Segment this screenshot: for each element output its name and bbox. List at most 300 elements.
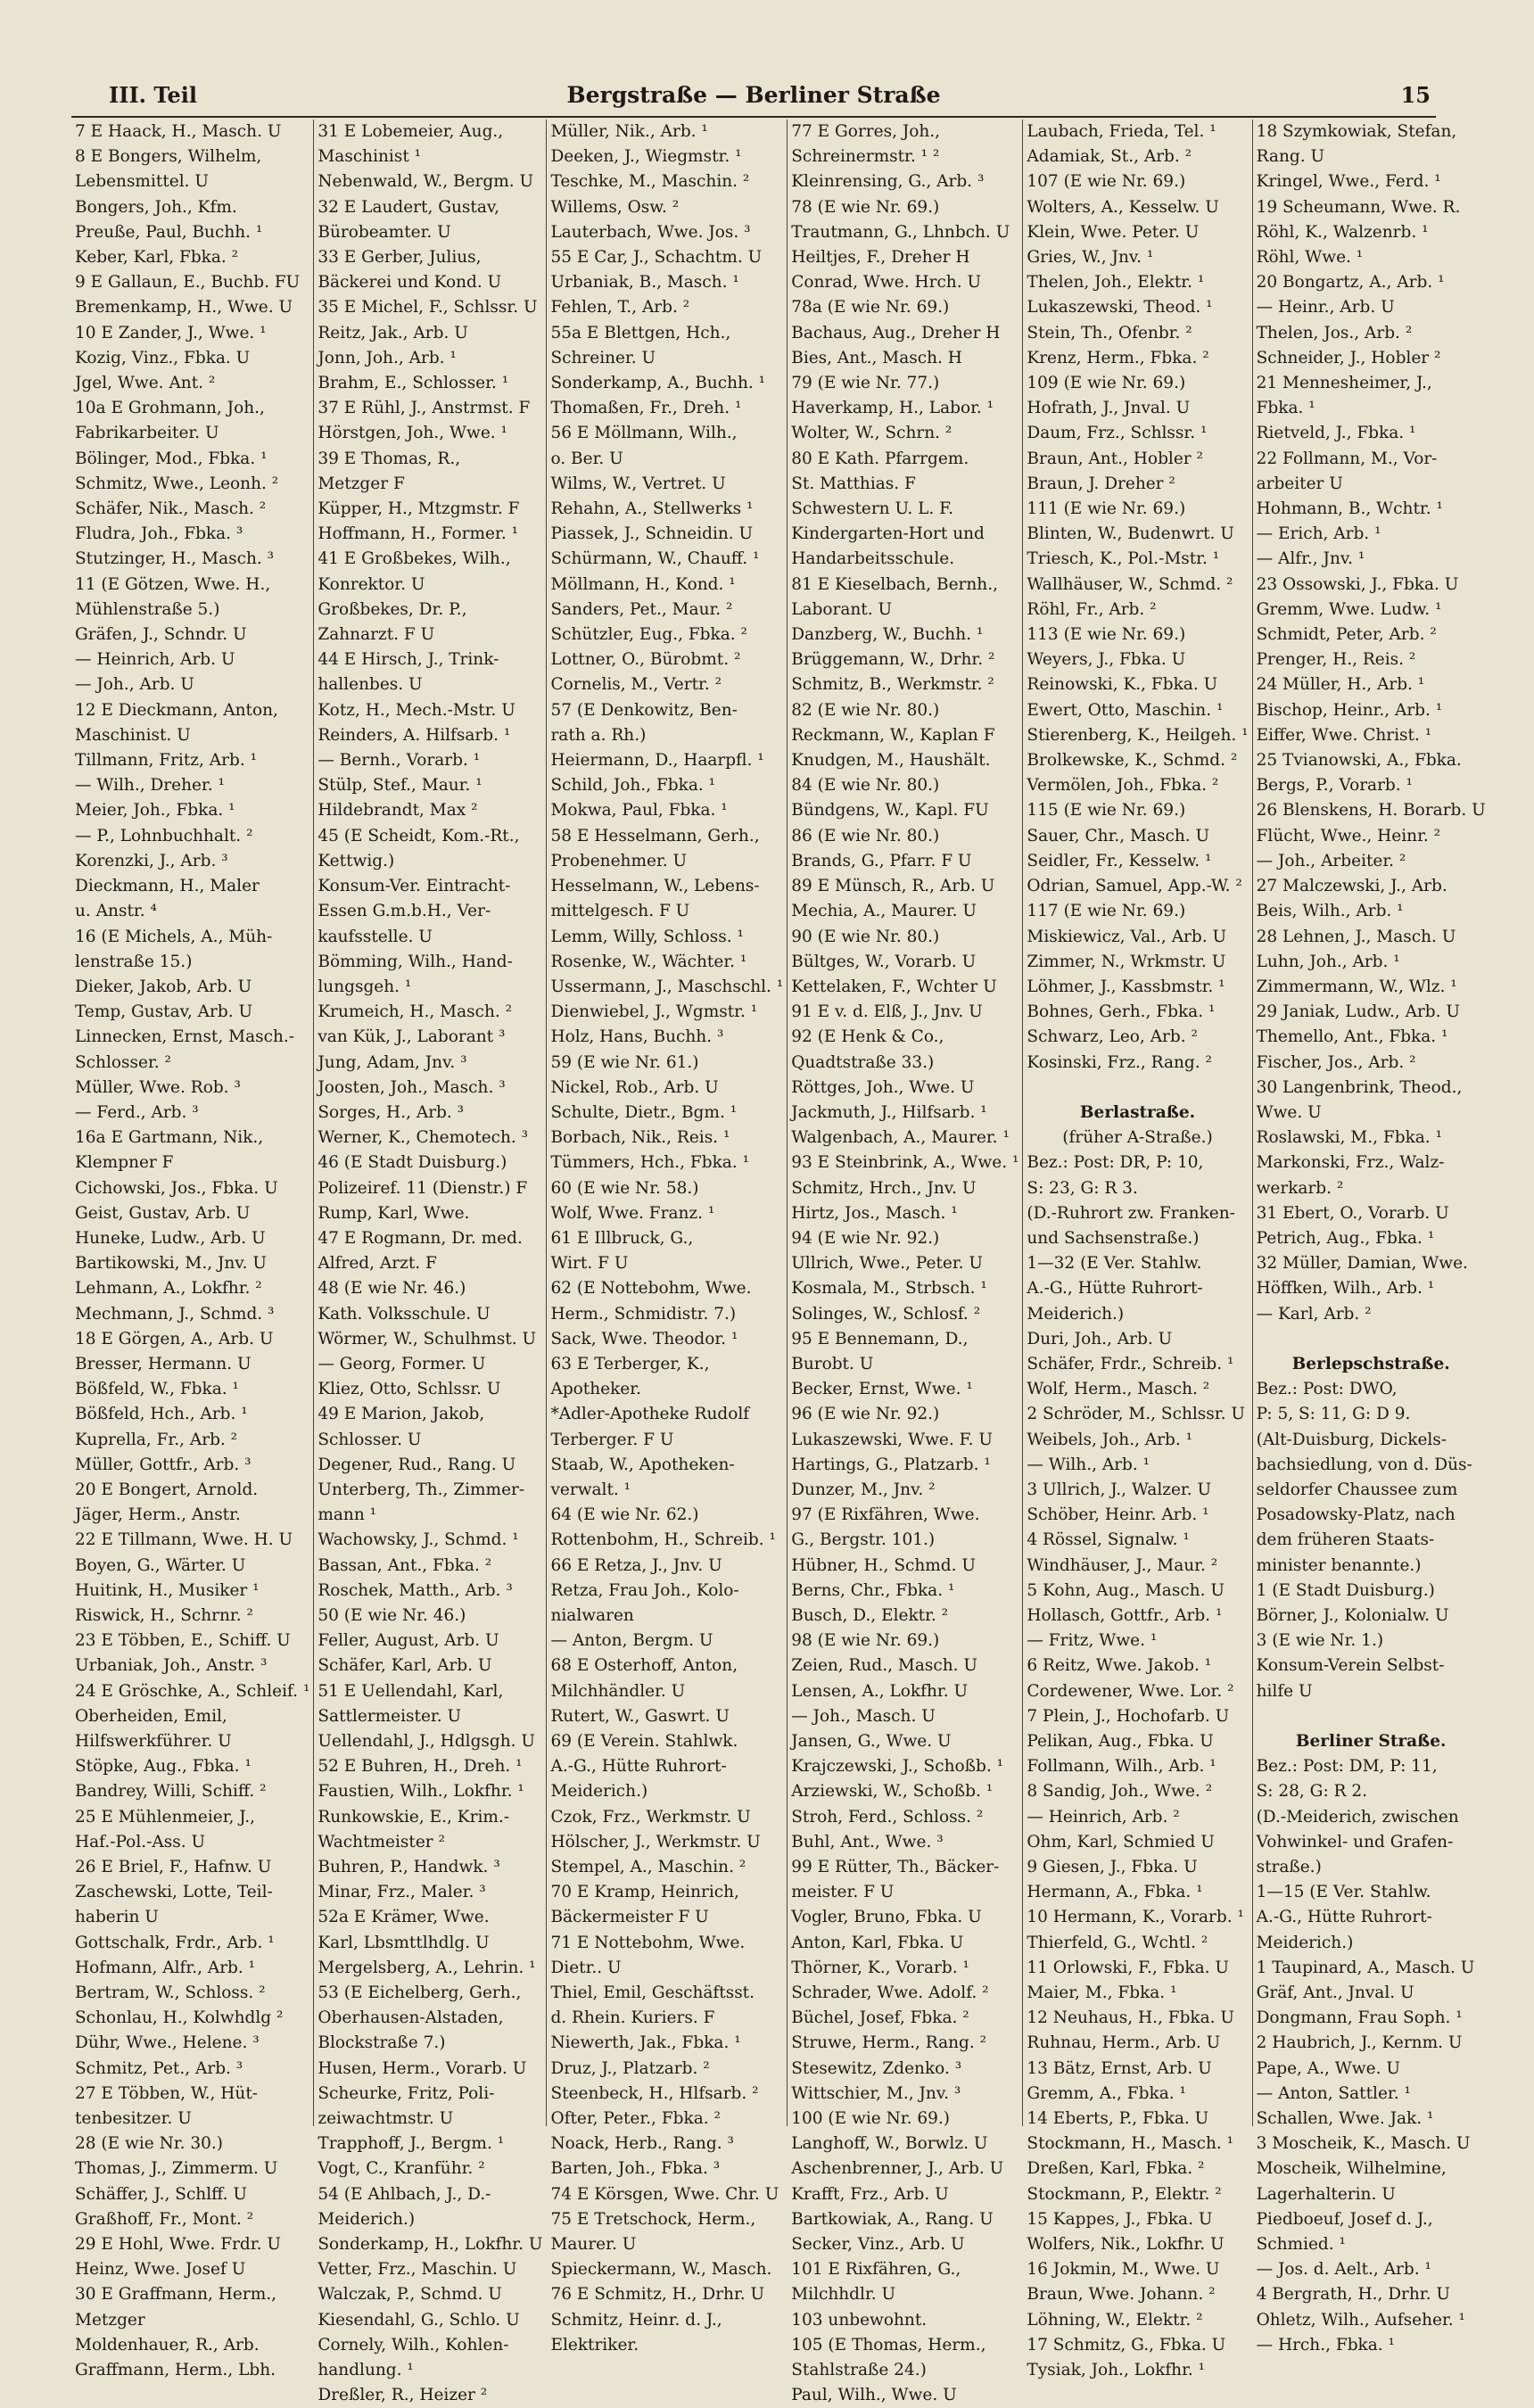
directory-entry-line: — Anton, Bergm. U <box>550 1631 713 1651</box>
directory-entry-line: 30 E Graffmann, Herm., <box>75 2285 276 2305</box>
directory-entry-line: 7 E Haack, H., Masch. U <box>75 122 282 141</box>
directory-entry-line: Schäfer, Nik., Masch. ² <box>75 499 267 519</box>
directory-entry-line: 28 (E wie Nr. 30.) <box>75 2134 224 2154</box>
directory-entry-line: 78 (E wie Nr. 69.) <box>791 197 940 217</box>
directory-entry-line: 2 Haubrich, J., Kernm. U <box>1256 2033 1463 2053</box>
directory-entry-line: Sorges, H., Arb. ³ <box>318 1102 465 1122</box>
directory-entry-line: Degener, Rud., Rang. U <box>318 1455 516 1474</box>
directory-entry-line: Bäckerei und Kond. U <box>318 273 502 293</box>
directory-entry-line: 101 E Rixfähren, G., <box>791 2260 961 2280</box>
directory-entry-line: Werner, K., Chemotech. ³ <box>318 1128 529 1148</box>
directory-entry-line: Posadowsky-Platz, nach <box>1256 1505 1456 1525</box>
directory-entry-line: Kleinrensing, G., Arb. ³ <box>791 172 985 192</box>
directory-entry-line: Röhl, Wwe. ¹ <box>1256 248 1364 268</box>
directory-entry-line: 49 E Marion, Jakob, <box>318 1405 485 1424</box>
directory-entry-line: Wolter, W., Schrn. ² <box>791 424 953 443</box>
directory-entry-line: Schneider, J., Hobler ² <box>1256 348 1441 367</box>
directory-entry-line: 10a E Grohmann, Joh., <box>75 399 265 418</box>
directory-entry-line: Schreinermstr. ¹ ² <box>791 147 940 167</box>
directory-entry-line: 64 (E wie Nr. 62.) <box>550 1505 699 1525</box>
directory-entry-line: Stroh, Ferd., Schloss. ² <box>791 1807 984 1827</box>
directory-entry-line: Dreßler, R., Heizer ² <box>318 2386 488 2405</box>
directory-entry-line: Dieckmann, H., Maler <box>75 877 260 896</box>
directory-entry-line: Kindergarten-Hort und <box>791 524 985 544</box>
directory-entry-line: Weyers, J., Fbka. U <box>1027 650 1186 670</box>
directory-entry-line: Großbekes, Dr. P., <box>318 599 467 619</box>
directory-entry-line: Schmidt, Peter, Arb. ² <box>1256 625 1437 645</box>
directory-entry-line: 48 (E wie Nr. 46.) <box>318 1279 466 1299</box>
directory-entry-line: minister benannte.) <box>1256 1555 1422 1575</box>
directory-entry-line: Bartikowski, M., Jnv. U <box>75 1254 267 1274</box>
directory-entry-line: Bischop, Heinr., Arb. ¹ <box>1256 700 1443 720</box>
directory-entry-line: Dongmann, Frau Soph. ¹ <box>1256 2008 1463 2028</box>
directory-entry-line: Stülp, Stef., Maur. ¹ <box>318 776 482 796</box>
street-heading: Berliner Straße. <box>1295 1732 1447 1751</box>
directory-entry-line: Jackmuth, J., Hilfsarb. ¹ <box>791 1102 987 1122</box>
directory-entry-line: Höffken, Wilh., Arb. ¹ <box>1256 1279 1435 1299</box>
directory-entry-line: 96 (E wie Nr. 92.) <box>791 1405 940 1424</box>
directory-entry-line: 80 E Kath. Pfarrgem. <box>791 449 969 468</box>
directory-entry-line: Hesselmann, W., Lebens- <box>550 877 760 896</box>
directory-entry-line: 52 E Buhren, H., Dreh. ¹ <box>318 1757 523 1777</box>
directory-entry-line: Gries, W., Jnv. ¹ <box>1027 248 1154 268</box>
directory-entry-line: 76 E Schmitz, H., Drhr. U <box>550 2285 765 2305</box>
directory-entry-line: Tümmers, Hch., Fbka. ¹ <box>550 1153 749 1173</box>
directory-entry-line: Markonski, Frz., Walz- <box>1256 1153 1445 1173</box>
directory-entry-line: arbeiter U <box>1256 474 1343 493</box>
directory-entry-line: Haverkamp, H., Labor. ¹ <box>791 399 994 418</box>
directory-entry-line: Cichowski, Jos., Fbka. U <box>75 1178 278 1198</box>
directory-entry-line: Huitink, H., Musiker ¹ <box>75 1580 260 1600</box>
directory-entry-line: Röhl, Fr., Arb. ² <box>1027 599 1157 619</box>
directory-entry-line: Kuprella, Fr., Arb. ² <box>75 1430 238 1449</box>
directory-entry-line: Thomas, J., Zimmerm. U <box>75 2159 278 2179</box>
directory-entry-line: 77 E Gorres, Joh., <box>791 122 941 141</box>
directory-entry-line: Keber, Karl, Fbka. ² <box>75 248 239 268</box>
directory-entry-line: Temp, Gustav, Arb. U <box>75 1002 253 1022</box>
directory-entry-line: seldorfer Chaussee zum <box>1256 1480 1458 1499</box>
directory-entry-line: Stesewitz, Zdenko. ³ <box>791 2058 962 2078</box>
directory-entry-line: 15 Kappes, J., Fbka. U <box>1027 2209 1213 2229</box>
directory-entry-line: Lensen, A., Lokfhr. U <box>791 1681 969 1701</box>
directory-entry-line: Paul, Wilh., Wwe. U <box>791 2386 957 2405</box>
directory-entry-line: 3 Moscheik, K., Masch. U <box>1256 2134 1471 2154</box>
directory-entry-line: 62 (E Nottebohm, Wwe. <box>550 1279 752 1299</box>
directory-entry-line: Rosenke, W., Wächter. ¹ <box>550 952 747 971</box>
directory-entry-line: S: 28, G: R 2. <box>1256 1782 1368 1802</box>
directory-entry-line: Hirtz, Jos., Masch. ¹ <box>791 1203 958 1223</box>
directory-entry-line: 4 Bergrath, H., Drhr. U <box>1256 2285 1450 2305</box>
directory-entry-line: Huneke, Ludw., Arb. U <box>75 1228 266 1248</box>
directory-entry-line: Bartkowiak, A., Rang. U <box>791 2209 994 2229</box>
directory-column <box>1022 120 1251 2380</box>
directory-entry-line: Themello, Ant., Fbka. ¹ <box>1256 1027 1448 1047</box>
directory-entry-line: Laubach, Frieda, Tel. ¹ <box>1027 122 1216 141</box>
directory-entry-line: Müller, Wwe. Rob. ³ <box>75 1077 241 1097</box>
directory-entry-line: Uellendahl, J., Hdlgsgh. U <box>318 1732 536 1751</box>
directory-entry-line: A.-G., Hütte Ruhrort- <box>1027 1279 1203 1299</box>
directory-entry-line: Holz, Hans, Buchh. ³ <box>550 1027 724 1047</box>
directory-entry-line: Braun, J. Dreher ² <box>1027 474 1175 493</box>
directory-entry-line: Struwe, Herm., Rang. ² <box>791 2033 987 2053</box>
directory-entry-line: — Joh., Masch. U <box>791 1706 936 1726</box>
directory-entry-line: Luhn, Joh., Arb. ¹ <box>1256 952 1400 971</box>
directory-entry-line: Müller, Nik., Arb. ¹ <box>550 122 708 141</box>
directory-entry-line: 2 Schröder, M., Schlssr. U <box>1027 1405 1245 1424</box>
directory-entry-line: 56 E Möllmann, Wilh., <box>550 424 738 443</box>
directory-entry-line: Maschinist ¹ <box>318 147 422 167</box>
directory-entry-line: Kotz, H., Mech.-Mstr. U <box>318 700 515 720</box>
directory-entry-line: Bürobeamter. U <box>318 222 451 242</box>
directory-entry-line: Meiderich.) <box>550 1782 648 1802</box>
directory-entry-line: Tysiak, Joh., Lokfhr. ¹ <box>1027 2361 1206 2380</box>
directory-entry-line: Lebensmittel. U <box>75 172 209 192</box>
directory-entry-line: Bachaus, Aug., Dreher H <box>791 323 1001 342</box>
directory-entry-line: Milchhändler. U <box>550 1681 686 1701</box>
directory-entry-line: — Wilh., Dreher. ¹ <box>75 776 225 796</box>
directory-entry-line: Cornely, Wilh., Kohlen- <box>318 2335 509 2354</box>
directory-entry-line: 70 E Kramp, Heinrich, <box>550 1883 739 1902</box>
directory-entry-line: 59 (E wie Nr. 61.) <box>550 1052 699 1072</box>
directory-entry-line: 111 (E wie Nr. 69.) <box>1027 499 1186 519</box>
directory-entry-line: 71 E Nottebohm, Wwe. <box>550 1933 746 1952</box>
directory-entry-line: Eiffer, Wwe. Christ. ¹ <box>1256 725 1432 745</box>
directory-entry-line: Röttges, Joh., Wwe. U <box>791 1077 975 1097</box>
directory-entry-line: rath a. Rh.) <box>550 725 647 745</box>
directory-entry-line: 27 E Többen, W., Hüt- <box>75 2083 259 2103</box>
directory-entry-line: 107 (E wie Nr. 69.) <box>1027 172 1186 192</box>
directory-entry-line: Schürmann, W., Chauff. ¹ <box>550 549 760 569</box>
directory-entry-line: Anton, Karl, Fbka. U <box>791 1933 964 1952</box>
directory-entry-line: Bößfeld, W., Fbka. ¹ <box>75 1380 239 1399</box>
directory-entry-line: Thelen, Jos., Arb. ² <box>1256 323 1413 342</box>
directory-entry-line: 3 (E wie Nr. 1.) <box>1256 1631 1384 1651</box>
directory-entry-line: — Bernh., Vorarb. ¹ <box>318 751 481 771</box>
directory-entry-line: Essen G.m.b.H., Ver- <box>318 902 491 921</box>
directory-entry-line: hallenbes. U <box>318 675 423 695</box>
directory-entry-line: Küpper, H., Mtzgmstr. F <box>318 499 520 519</box>
directory-entry-line: Stierenberg, K., Heilgeh. ¹ <box>1027 725 1249 745</box>
directory-entry-line: 33 E Gerber, Julius, <box>318 248 482 268</box>
directory-entry-line: 58 E Hesselmann, Gerh., <box>550 826 760 845</box>
directory-entry-line: Haf.-Pol.-Ass. U <box>75 1832 206 1851</box>
directory-entry-line: Pelikan, Aug., Fbka. U <box>1027 1732 1214 1751</box>
directory-entry-line: Piassek, J., Schneidin. U <box>550 524 754 544</box>
directory-entry-line: 10 E Zander, J., Wwe. ¹ <box>75 323 267 342</box>
directory-entry-line: Dieker, Jakob, Arb. U <box>75 977 252 996</box>
directory-entry-line: Sack, Wwe. Theodor. ¹ <box>550 1329 738 1348</box>
directory-entry-line: Oberhausen-Alstaden, <box>318 2008 504 2028</box>
directory-entry-line: Langhoff, W., Borwlz. U <box>791 2134 988 2154</box>
directory-entry-line: 35 E Michel, F., Schlssr. U <box>318 298 538 317</box>
directory-entry-line: 84 (E wie Nr. 80.) <box>791 776 940 796</box>
directory-entry-line: Miskiewicz, Val., Arb. U <box>1027 927 1227 946</box>
directory-entry-line: Kosmala, M., Strbsch. ¹ <box>791 1279 987 1299</box>
directory-entry-line: 20 Bongartz, A., Arb. ¹ <box>1256 273 1445 293</box>
directory-entry-line: 18 E Görgen, A., Arb. U <box>75 1329 274 1348</box>
directory-entry-line: 46 (E Stadt Duisburg.) <box>318 1153 507 1173</box>
directory-entry-line: Stein, Th., Ofenbr. ² <box>1027 323 1192 342</box>
directory-entry-line: Rang. U <box>1256 147 1325 167</box>
directory-entry-line: — Jos. d. Aelt., Arb. ¹ <box>1256 2260 1431 2280</box>
directory-entry-line: 6 Reitz, Wwe. Jakob. ¹ <box>1027 1656 1212 1676</box>
directory-entry-line: handlung. ¹ <box>318 2361 414 2380</box>
page-number: 15 <box>1400 82 1431 108</box>
directory-entry-line: Kiesendahl, G., Schlo. U <box>318 2310 520 2330</box>
directory-entry-line: Seidler, Fr., Kesselw. ¹ <box>1027 851 1212 870</box>
directory-entry-line: Maurer. U <box>550 2235 637 2255</box>
directory-entry-line: Bez.: Post: DM, P: 11, <box>1256 1757 1438 1777</box>
directory-entry-line: 11 (E Götzen, Wwe. H., <box>75 574 271 594</box>
directory-entry-line: Ohletz, Wilh., Aufseher. ¹ <box>1256 2310 1465 2330</box>
directory-entry-line: Thörner, K., Vorarb. ¹ <box>791 1958 969 1977</box>
directory-entry-line: 29 E Hohl, Wwe. Frdr. U <box>75 2235 281 2255</box>
directory-entry-line: o. Ber. U <box>550 449 623 468</box>
directory-entry-line: Burobt. U <box>791 1354 874 1373</box>
directory-entry-line: Petrich, Aug., Fbka. ¹ <box>1256 1228 1435 1248</box>
directory-entry-line: 115 (E wie Nr. 69.) <box>1027 801 1186 821</box>
directory-entry-line: Daum, Frz., Schlssr. ¹ <box>1027 424 1208 443</box>
directory-entry-line: Löhning, W., Elektr. ² <box>1027 2310 1203 2330</box>
directory-entry-line: Vogt, C., Kranführ. ² <box>318 2159 485 2179</box>
directory-entry-line: bachsiedlung, von d. Düs- <box>1256 1455 1472 1474</box>
directory-entry-line: Aschenbrenner, J., Arb. U <box>791 2159 1004 2179</box>
directory-entry-line: Arziewski, W., Schoßb. ¹ <box>791 1782 994 1802</box>
directory-entry-line: dem früheren Staats- <box>1256 1530 1435 1550</box>
directory-entry-line: Reckmann, W., Kaplan F <box>791 725 995 745</box>
directory-entry-line: Schäfer, Frdr., Schreib. ¹ <box>1027 1354 1234 1373</box>
directory-entry-line: Ohm, Karl, Schmied U <box>1027 1832 1215 1851</box>
directory-entry-line: Polizeiref. 11 (Dienstr.) F <box>318 1178 528 1198</box>
directory-entry-line: 16a E Gartmann, Nik., <box>75 1128 264 1148</box>
directory-entry-line: Gottschalk, Frdr., Arb. ¹ <box>75 1933 275 1952</box>
directory-entry-line: straße.) <box>1256 1858 1322 1877</box>
directory-entry-line: 18 Szymkowiak, Stefan, <box>1256 122 1457 141</box>
directory-entry-line: Jung, Adam, Jnv. ³ <box>318 1052 467 1072</box>
directory-entry-line: d. Rhein. Kuriers. F <box>550 2008 715 2028</box>
directory-entry-line: 19 Scheumann, Wwe. R. <box>1256 197 1461 217</box>
directory-entry-line: Mühlenstraße 5.) <box>75 599 220 619</box>
directory-entry-line: Metzger <box>75 2310 145 2330</box>
directory-entry-line: — Heinr., Arb. U <box>1256 298 1395 317</box>
directory-entry-line: Preuße, Paul, Buchh. ¹ <box>75 222 263 242</box>
directory-entry-line: Konsum-Ver. Eintracht- <box>318 877 511 896</box>
directory-entry-line: werkarb. ² <box>1256 1178 1344 1198</box>
directory-entry-line: Schäffer, J., Schlff. U <box>75 2184 247 2204</box>
directory-entry-line: Bresser, Hermann. U <box>75 1354 252 1373</box>
directory-entry-line: Bömming, Wilh., Hand- <box>318 952 513 971</box>
directory-entry-line: Heinz, Wwe. Josef U <box>75 2260 246 2280</box>
directory-entry-line: 25 E Mühlenmeier, J., <box>75 1807 256 1827</box>
directory-entry-line: Hermann, A., Fbka. ¹ <box>1027 1883 1203 1902</box>
directory-entry-line: Retza, Frau Joh., Kolo- <box>550 1580 739 1600</box>
directory-entry-line: Stockmann, H., Masch. ¹ <box>1027 2134 1234 2154</box>
directory-entry-line: Noack, Herb., Rang. ³ <box>550 2134 734 2154</box>
directory-entry-line: Schäfer, Karl, Arb. U <box>318 1656 492 1676</box>
directory-entry-line: 24 E Gröschke, A., Schleif. ¹ <box>75 1681 310 1701</box>
directory-entry-line: verwalt. ¹ <box>550 1480 631 1499</box>
directory-entry-line: Fabrikarbeiter. U <box>75 424 219 443</box>
directory-entry-line: Stöpke, Aug., Fbka. ¹ <box>75 1757 252 1777</box>
directory-entry-line: Kath. Volksschule. U <box>318 1304 491 1324</box>
directory-entry-line: Schmitz, Wwe., Leonh. ² <box>75 474 279 493</box>
directory-entry-line: mittelgesch. F U <box>550 902 690 921</box>
directory-entry-line: Stutzinger, H., Masch. ³ <box>75 549 275 569</box>
directory-entry-line: 92 (E Henk & Co., <box>791 1027 944 1047</box>
directory-entry-line: Tillmann, Fritz, Arb. ¹ <box>75 751 258 771</box>
directory-entry-line: 11 Orlowski, F., Fbka. U <box>1027 1958 1229 1977</box>
directory-entry-line: Dühr, Wwe., Helene. ³ <box>75 2033 260 2053</box>
directory-entry-line: Schrader, Wwe. Adolf. ² <box>791 1983 989 2003</box>
directory-entry-line: 7 Plein, J., Hochofarb. U <box>1027 1706 1230 1726</box>
directory-entry-line: Hilfswerkführer. U <box>75 1732 232 1751</box>
directory-entry-line: Barten, Joh., Fbka. ³ <box>550 2159 721 2179</box>
directory-entry-line: Trautmann, G., Lhnbch. U <box>791 222 1010 242</box>
directory-entry-line: Lauterbach, Wwe. Jos. ³ <box>550 222 751 242</box>
directory-entry-line: Schallen, Wwe. Jak. ¹ <box>1256 2109 1434 2129</box>
directory-entry-line: 78a (E wie Nr. 69.) <box>791 298 950 317</box>
directory-entry-line: 50 (E wie Nr. 46.) <box>318 1605 466 1625</box>
directory-entry-line: P: 5, S: 11, G: D 9. <box>1256 1405 1411 1424</box>
directory-entry-line <box>1257 1327 1486 1352</box>
directory-entry-line: hilfe U <box>1256 1681 1313 1701</box>
directory-entry-line: Bündgens, W., Kapl. FU <box>791 801 989 821</box>
directory-entry-line: Solinges, W., Schlosf. ² <box>791 1304 981 1324</box>
directory-entry-line: 16 (E Michels, A., Müh- <box>75 927 273 946</box>
directory-entry-line: Bies, Ant., Masch. H <box>791 348 962 367</box>
directory-entry-line: Lehmann, A., Lokfhr. ² <box>75 1279 262 1299</box>
directory-entry-line: Piedboeuf, Josef d. J., <box>1256 2209 1433 2229</box>
directory-entry-line: (früher A-Straße.) <box>1062 1128 1213 1148</box>
directory-entry-line: Terberger. F U <box>550 1430 674 1449</box>
directory-entry-line: — P., Lohnbuchhalt. ² <box>75 826 253 845</box>
directory-entry-line: Hoffmann, H., Former. ¹ <box>318 524 518 544</box>
directory-entry-line: Klein, Wwe. Peter. U <box>1027 222 1200 242</box>
directory-entry-line: Brands, G., Pfarr. F U <box>791 851 972 870</box>
directory-entry-line: Urbaniak, B., Masch. ¹ <box>550 273 739 293</box>
directory-entry-line: 22 Follmann, M., Vor- <box>1256 449 1438 468</box>
directory-entry-line: u. Anstr. ⁴ <box>75 902 157 921</box>
directory-entry-line: S: 23, G: R 3. <box>1027 1178 1138 1198</box>
directory-entry-line: 23 E Többen, E., Schiff. U <box>75 1631 291 1651</box>
directory-entry-line: 8 E Bongers, Wilhelm, <box>75 147 262 167</box>
directory-entry-line: — Fritz, Wwe. ¹ <box>1027 1631 1158 1651</box>
directory-entry-line: Schild, Joh., Fbka. ¹ <box>550 776 716 796</box>
directory-entry-line: Faustien, Wilh., Lokfhr. ¹ <box>318 1782 524 1802</box>
directory-entry-line: — Georg, Former. U <box>318 1354 486 1373</box>
directory-entry-line: Meiderich.) <box>1027 1304 1125 1324</box>
directory-entry-line: Oberheiden, Emil, <box>75 1706 227 1726</box>
directory-entry-line: Vogler, Bruno, Fbka. U <box>791 1908 982 1927</box>
directory-entry-line: Schlosser. ² <box>75 1052 171 1072</box>
directory-entry-line: 30 Langenbrink, Theod., <box>1256 1077 1463 1097</box>
directory-entry-line: 75 E Tretschock, Herm., <box>550 2209 756 2229</box>
directory-entry-line: Blinten, W., Budenwrt. U <box>1027 524 1234 544</box>
directory-entry-line: Runkowskie, E., Krim.- <box>318 1807 510 1827</box>
street-heading: Berlepschstraße. <box>1291 1354 1450 1373</box>
directory-entry-line: 74 E Körsgen, Wwe. Chr. U <box>550 2184 779 2204</box>
directory-entry-line: 31 E Lobemeier, Aug., <box>318 122 504 141</box>
directory-entry-line: Moscheik, Wilhelmine, <box>1256 2159 1447 2179</box>
directory-entry-line: Kosinski, Frz., Rang. ² <box>1027 1052 1212 1072</box>
directory-entry-line: Teschke, M., Maschin. ² <box>550 172 750 192</box>
directory-entry-line: Laborant. U <box>791 599 893 619</box>
directory-entry-line: 55a E Blettgen, Hch., <box>550 323 731 342</box>
directory-entry-line: Riswick, H., Schrnr. ² <box>75 1605 253 1625</box>
directory-entry-line: Cordewener, Wwe. Lor. ² <box>1027 1681 1234 1701</box>
directory-entry-line: Kliez, Otto, Schlssr. U <box>318 1380 501 1399</box>
directory-entry-line: Bremenkamp, H., Wwe. U <box>75 298 293 317</box>
directory-entry-line: Moldenhauer, R., Arb. <box>75 2335 260 2354</box>
part-label: III. Teil <box>109 82 197 108</box>
directory-entry-line: Bößfeld, Hch., Arb. ¹ <box>75 1405 248 1424</box>
directory-entry-line: Büchel, Josef, Fbka. ² <box>791 2008 969 2028</box>
directory-entry-line: Feller, August, Arb. U <box>318 1631 499 1651</box>
directory-entry-line: 95 E Bennemann, D., <box>791 1329 969 1348</box>
directory-entry-line: Odrian, Samuel, App.-W. ² <box>1027 877 1242 896</box>
directory-entry-line: — Wilh., Arb. ¹ <box>1027 1455 1150 1474</box>
directory-entry-line: Wörmer, W., Schulhmst. U <box>318 1329 537 1348</box>
directory-entry-line: Conrad, Wwe. Hrch. U <box>791 273 982 293</box>
directory-entry-line: Graßhoff, Fr., Mont. ² <box>75 2209 254 2229</box>
directory-entry-line: Windhäuser, J., Maur. ² <box>1027 1555 1218 1575</box>
directory-entry-line: Löhmer, J., Kassbmstr. ¹ <box>1027 977 1225 996</box>
directory-entry-line: Wittschier, M., Jnv. ³ <box>791 2083 961 2103</box>
directory-entry-line: Jansen, G., Wwe. U <box>791 1732 952 1751</box>
directory-entry-line: Schöber, Heinr. Arb. ¹ <box>1027 1505 1209 1525</box>
directory-entry-line: Lagerhalterin. U <box>1256 2184 1396 2204</box>
directory-entry-line: 105 (E Thomas, Herm., <box>791 2335 986 2354</box>
directory-entry-line: 3 Ullrich, J., Walzer. U <box>1027 1480 1212 1499</box>
directory-entry-line: Geist, Gustav, Arb. U <box>75 1203 251 1223</box>
directory-entry-line: — Joh., Arbeiter. ² <box>1256 851 1406 870</box>
directory-entry-line: Maschinist. U <box>75 725 191 745</box>
directory-entry-line: haberin U <box>75 1908 159 1927</box>
directory-entry-line: Trapphoff, J., Bergm. ¹ <box>318 2134 505 2154</box>
directory-entry-line: Fbka. ¹ <box>1256 399 1315 418</box>
directory-entry-line: G., Bergstr. 101.) <box>791 1530 936 1550</box>
directory-entry-line: Wirt. F U <box>550 1254 629 1274</box>
directory-entry-line: — Heinrich, Arb. U <box>75 650 235 670</box>
directory-entry-line: 25 Tvianowski, A., Fbka. <box>1256 751 1462 771</box>
directory-entry-line: Danzberg, W., Buchh. ¹ <box>791 625 984 645</box>
directory-entry-line: Mechia, A., Maurer. U <box>791 902 977 921</box>
directory-entry-line: Duri, Joh., Arb. U <box>1027 1329 1173 1348</box>
directory-entry-line: 69 (E Verein. Stahlwk. <box>550 1732 738 1751</box>
directory-entry-line: 54 (E Ahlbach, J., D.- <box>318 2184 491 2204</box>
directory-entry-line: Fehlen, T., Arb. ² <box>550 298 690 317</box>
directory-entry-line: Vermölen, Joh., Fbka. ² <box>1027 776 1219 796</box>
directory-entry-line: St. Matthias. F <box>791 474 916 493</box>
directory-entry-line: Gräf, Ant., Jnval. U <box>1256 1983 1414 2003</box>
directory-entry-line: Bergs, P., Vorarb. ¹ <box>1256 776 1413 796</box>
directory-entry-line: 86 (E wie Nr. 80.) <box>791 826 940 845</box>
directory-entry-line: A.-G., Hütte Ruhrort- <box>550 1757 727 1777</box>
directory-entry-line: zeiwachtmstr. U <box>318 2109 454 2129</box>
directory-entry-line: 44 E Hirsch, J., Trink- <box>318 650 499 670</box>
directory-entry-line: 21 Mennesheimer, J., <box>1256 374 1432 393</box>
directory-entry-line: Berns, Chr., Fbka. ¹ <box>791 1580 955 1600</box>
directory-entry-line: 27 Malczewski, J., Arb. <box>1256 877 1447 896</box>
directory-entry-line: Röhl, K., Walzenrb. ¹ <box>1256 222 1429 242</box>
directory-entry-line: Hildebrandt, Max ² <box>318 801 478 821</box>
directory-entry-line: 29 Janiak, Ludw., Arb. U <box>1256 1002 1461 1022</box>
directory-entry-line <box>1027 1076 1248 1101</box>
directory-entry-line: 39 E Thomas, R., <box>318 449 461 468</box>
directory-entry-line: Nickel, Rob., Arb. U <box>550 1077 719 1097</box>
directory-entry-line: Mokwa, Paul, Fbka. ¹ <box>550 801 728 821</box>
directory-entry-line: nialwaren <box>550 1605 634 1625</box>
